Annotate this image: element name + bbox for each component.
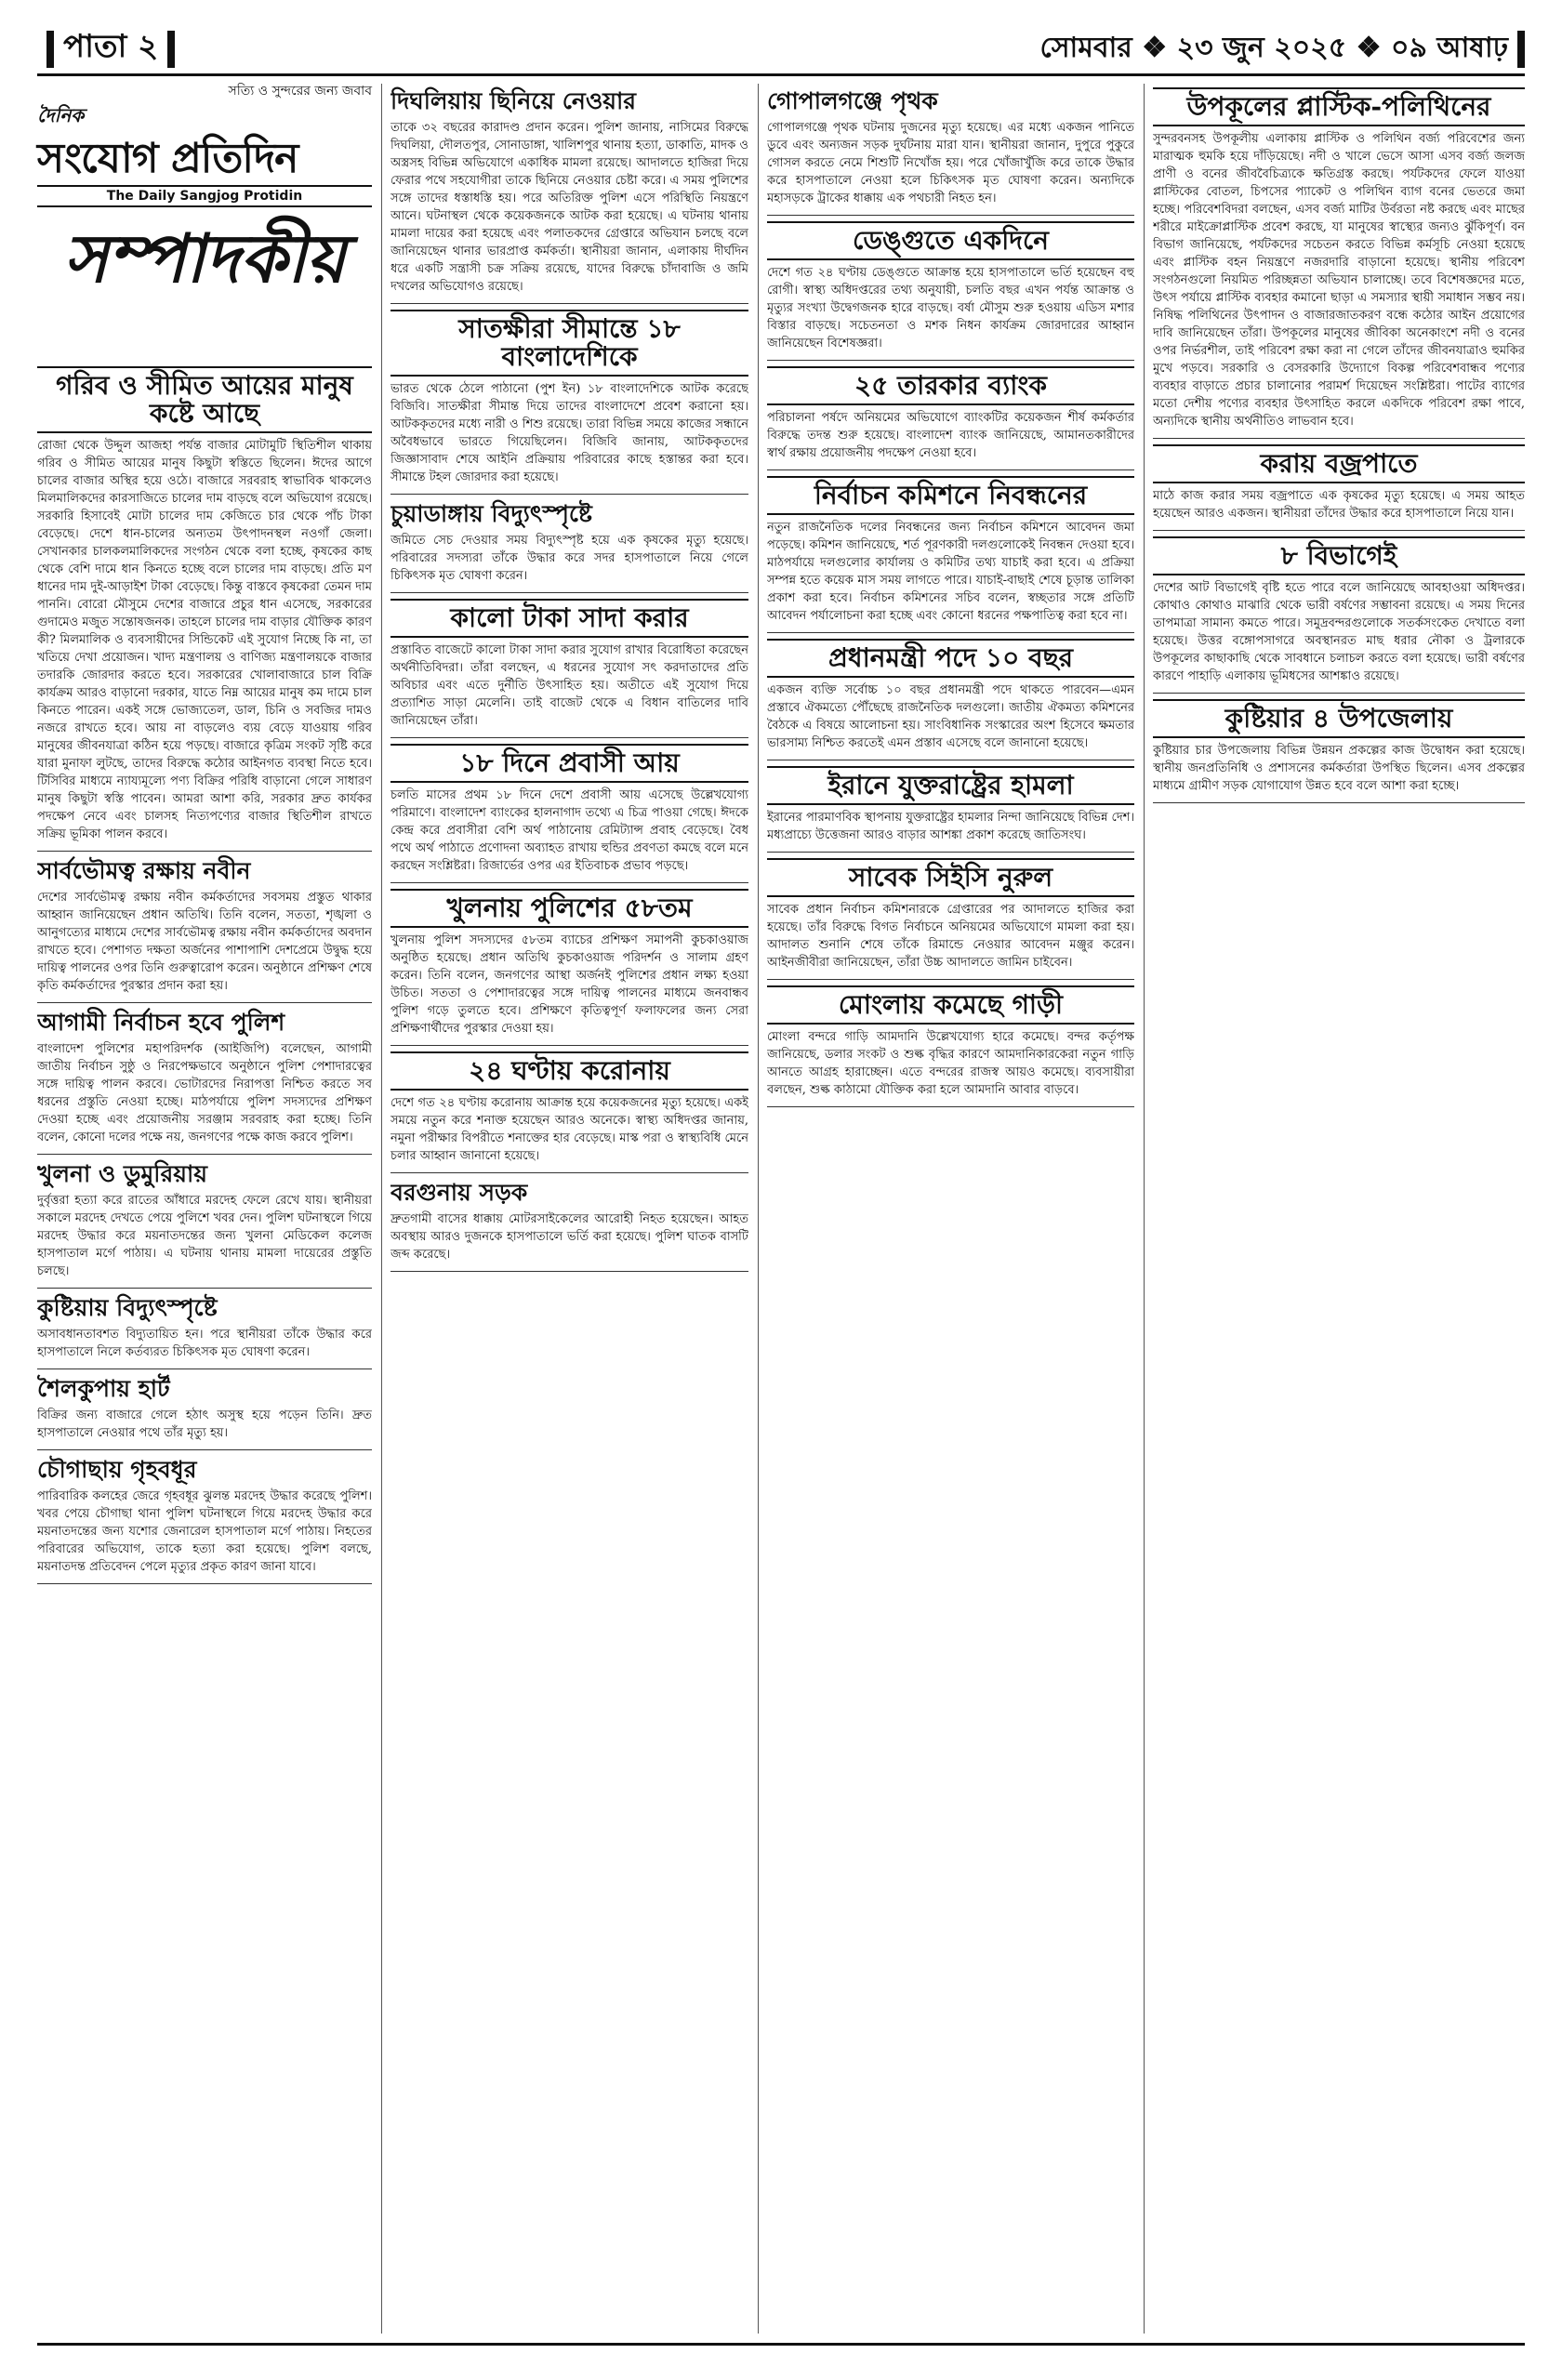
article-body: মাঠে কাজ করার সময় বজ্রপাতে এক কৃষকের মৃত্যু হয়েছে। এ সময় আহত হয়েছেন আরও একজন। স্থানীয়রা তাঁদের উদ্ধার করে হাসপাতালে নিয়ে যান। — [1153, 489, 1525, 521]
article-body: অসাবধানতাবশত বিদ্যুতায়িত হন। পরে স্থানীয়রা তাঁকে উদ্ধার করে হাসপাতালে নিলে কর্তব্যরত চিকিৎসক মৃত ঘোষণা করেন। — [37, 1328, 372, 1359]
news-article — [1153, 87, 1525, 430]
article-separator — [37, 1583, 372, 1584]
article-headline: গোপালগঞ্জে পৃথক — [767, 87, 938, 114]
article-headline: ২৫ তারকার ব্যাংক — [767, 366, 1134, 405]
news-article — [390, 500, 748, 585]
article-headline: করায় বজ্রপাতে — [1153, 444, 1525, 483]
article-body: জমিতে সেচ দেওয়ার সময় বিদ্যুৎস্পৃষ্ট হয়ে এক কৃষকের মৃত্যু হয়েছে। পরিবারের সদস্যরা তাঁকে উদ্ধার করে সদর হাসপাতালে নিয়ে গেলে চিকিৎসক মৃত ঘোষণা করেন। — [390, 534, 748, 583]
article-separator — [390, 882, 748, 883]
article-separator — [390, 592, 748, 593]
news-article — [37, 857, 372, 995]
column-1 — [37, 363, 372, 2324]
article-headline: খুলনায় পুলিশের ৫৮তম — [390, 889, 748, 928]
article-body: একজন ব্যক্তি সর্বোচ্চ ১০ বছর প্রধানমন্ত্রী পদে থাকতে পারবেন—এমন প্রস্তাবে ঐকমত্যে পৌঁছেছে রাজনৈতিক দলগুলো। জাতীয় ঐকমত্য কমিশনের বৈঠকে এ বিষয়ে আলোচনা হয়। সাংবিধানিক সংস্কারের অংশ হিসেবে ক্ষমতার ভারসাম্য নিশ্চিত করতেই এমন প্রস্তাব এসেছে বলে জানানো হয়েছে। — [767, 683, 1134, 750]
article-body: দ্রুতগামী বাসের ধাক্কায় মোটরসাইকেলের আরোহী নিহত হয়েছেন। আহত অবস্থায় আরও দুজনকে হাসপাতালে ভর্তি করা হয়েছে। পুলিশ ঘাতক বাসটি জব্দ করেছে। — [390, 1212, 748, 1262]
article-headline: আগামী নির্বাচন হবে পুলিশ — [37, 1009, 285, 1036]
article-headline: উপকূলের প্লাস্টিক-পলিথিনের — [1153, 87, 1525, 126]
page-number-label: পাতা ২ — [63, 28, 159, 65]
article-body: খুলনায় পুলিশ সদস্যদের ৫৮তম ব্যাচের প্রশিক্ষণ সমাপনী কুচকাওয়াজ অনুষ্ঠিত হয়েছে। প্রধান অতিথি কুচকাওয়াজ পরিদর্শন ও সালাম গ্রহণ করেন। তিনি বলেন, জনগণের আস্থা অর্জনই পুলিশের প্রধান লক্ষ্য হওয়া উচিত। সততা ও পেশাদারত্বের সঙ্গে দায়িত্ব পালনের মাধ্যমে জনবান্ধব পুলিশ গড়ে তুলতে হবে। প্রশিক্ষণে কৃতিত্বপূর্ণ ফলাফলের জন্য সেরা প্রশিক্ষণার্থীদের পুরস্কার দেওয়া হয়। — [390, 933, 748, 1036]
article-headline: ৮ বিভাগেই — [1153, 536, 1525, 575]
article-separator — [390, 737, 748, 738]
news-article — [37, 1456, 372, 1576]
article-body: মোংলা বন্দরে গাড়ি আমদানি উল্লেখযোগ্য হারে কমেছে। বন্দর কর্তৃপক্ষ জানিয়েছে, ডলার সংকট ও শুল্ক বৃদ্ধির কারণে আমদানিকারকেরা নতুন গাড়ি আনতে আগ্রহ হারাচ্ছেন। এতে বন্দরের রাজস্ব আয়ও কমেছে। ব্যবসায়ীরা বলছেন, শুল্ক কাঠামো যৌক্তিক করা হলে আমদানি আবার বাড়বে। — [767, 1030, 1134, 1097]
article-headline: ২৪ ঘণ্টায় করোনায় — [390, 1051, 748, 1091]
article-separator — [390, 1172, 748, 1173]
article-separator — [767, 632, 1134, 633]
article-body: চলতি মাসের প্রথম ১৮ দিনে দেশে প্রবাসী আয় এসেছে উল্লেখযোগ্য পরিমাণে। বাংলাদেশ ব্যাংকের হালনাগাদ তথ্যে এ চিত্র পাওয়া গেছে। ঈদকে কেন্দ্র করে প্রবাসীরা বেশি অর্থ পাঠানোয় রেমিট্যান্স প্রবাহ বেড়েছে। বৈধ পথে অর্থ পাঠাতে প্রণোদনা অব্যাহত রাখায় হুন্ডির প্রবণতা কমছে বলে মনে করছেন সংশ্লিষ্টরা। রিজার্ভের ওপর এর ইতিবাচক প্রভাব পড়ছে। — [390, 788, 748, 873]
article-body: ভারত থেকে ঠেলে পাঠানো (পুশ ইন) ১৮ বাংলাদেশিকে আটক করেছে বিজিবি। সাতক্ষীরা সীমান্ত দিয়ে তাদের বাংলাদেশে প্রবেশ করানো হয়। আটককৃতদের মধ্যে নারী ও শিশু রয়েছে। তারা বিভিন্ন সময়ে কাজের সন্ধানে অবৈধভাবে ভারতে গিয়েছিলেন। বিজিবি জানায়, আটককৃতদের জিজ্ঞাসাবাদ শেষে আইনি প্রক্রিয়ায় পরিবারের কাছে হস্তান্তর করা হবে। সীমান্তে টহল জোরদার করা হয়েছে। — [390, 382, 748, 484]
article-body: পারিবারিক কলহের জেরে গৃহবধূর ঝুলন্ত মরদেহ উদ্ধার করেছে পুলিশ। খবর পেয়ে চৌগাছা থানা পুলিশ ঘটনাস্থলে গিয়ে মরদেহ উদ্ধার করে ময়নাতদন্তের জন্য যশোর জেনারেল হাসপাতাল মর্গে পাঠায়। নিহতের পরিবারের অভিযোগ, তাকে হত্যা করা হয়েছে। পুলিশ বলছে, ময়নাতদন্ত প্রতিবেদন পেলে মৃত্যুর প্রকৃত কারণ জানা যাবে। — [37, 1489, 372, 1574]
news-article — [767, 858, 1134, 972]
news-article — [1153, 699, 1525, 795]
article-body: রোজা থেকে উদ্দুল আজহা পর্যন্ত বাজার মোটামুটি স্থিতিশীল থাকায় গরিব ও সীমিত আয়ের মানুষ কিছুটা স্বস্তিতে ছিলেন। ঈদের আগে চালের বাজার অস্থির হয়ে ওঠে। বাজারে সরবরাহ স্বাভাবিক থাকলেও মিলমালিকদের কারসাজিতে চালের দাম বাড়ছে বলে অভিযোগ রয়েছে। সরকারি হিসাবেই মোটা চালের দাম কেজিতে চার থেকে পাঁচ টাকা বেড়েছে। দেশে ধান-চালের অন্যতম উৎপাদনস্থল নওগাঁ জেলা। সেখানকার চালকলমালিকদের সংগঠন থেকে বলা হচ্ছে, কৃষকের কাছ থেকে বেশি দামে ধান কিনতে হচ্ছে বলে চালের দাম বাড়ছে। প্রতি মণ ধানের দাম দুই-আড়াইশ টাকা বেড়েছে। কিন্তু বাস্তবে কৃষকেরা তেমন দাম পাননি। বোরো মৌসুমে দেশের বাজারে প্রচুর ধান এসেছে, সরকারের গুদামেও মজুত সন্তোষজনক। তাহলে চালের দাম বাড়ার যৌক্তিক কারণ কী? মিলমালিক ও ব্যবসায়ীদের সিন্ডিকেট এই সুযোগ নিচ্ছে কি না, তা খতিয়ে দেখা প্রয়োজন। খাদ্য মন্ত্রণালয় ও বাণিজ্য মন্ত্রণালয়কে বাজার তদারকি জোরদার করতে হবে। সরকারের খোলাবাজারে চাল বিক্রি কার্যক্রম আরও বাড়ানো দরকার, যাতে নিম্ন আয়ের মানুষ কম দামে চাল কিনতে পারেন। একই সঙ্গে ভোজ্যতেল, ডাল, চিনি ও সবজির দামও নজরে রাখতে হবে। আয় না বাড়লেও ব্যয় বেড়ে যাওয়ায় গরিব মানুষের জীবনযাত্রা কঠিন হয়ে পড়ছে। বাজারে কৃত্রিম সংকট সৃষ্টি করে যারা মুনাফা লুটছে, তাদের বিরুদ্ধে কঠোর আইনগত ব্যবস্থা নিতে হবে। টিসিবির মাধ্যমে ন্যায্যমূল্যে পণ্য বিক্রির পরিধি বাড়ানো গেলে সাধারণ মানুষ কিছুটা স্বস্তি পাবেন। আমরা আশা করি, সরকার দ্রুত কার্যকর পদক্ষেপ নেবে এবং চালসহ নিত্যপণ্যের বাজার স্থিতিশীল রাখতে সক্রিয় ভূমিকা পালন করবে। — [37, 439, 372, 841]
article-separator — [37, 1368, 372, 1369]
news-article — [767, 87, 1134, 207]
article-separator — [767, 1106, 1134, 1107]
article-separator — [37, 1449, 372, 1450]
news-article — [390, 889, 748, 1038]
header-bar-left — [46, 31, 54, 68]
article-headline: কুষ্টিয়ায় বিদ্যুৎস্পৃষ্টে — [37, 1294, 218, 1321]
news-article — [1153, 444, 1525, 522]
article-body: দেশের আট বিভাগেই বৃষ্টি হতে পারে বলে জানিয়েছে আবহাওয়া অধিদপ্তর। কোথাও কোথাও মাঝারি থেকে ভারী বর্ষণের সম্ভাবনা রয়েছে। এ সময় দিনের তাপমাত্রা সামান্য কমতে পারে। সমুদ্রবন্দরগুলোকে সতর্কসংকেত দেখাতে বলা হয়েছে। উত্তর বঙ্গোপসাগরে অবস্থানরত মাছ ধরার নৌকা ও ট্রলারকে উপকূলের কাছাকাছি থেকে সাবধানে চলাচল করতে বলা হয়েছে। ভারী বর্ষণের কারণে পাহাড়ি এলাকায় ভূমিধসের আশঙ্কাও রয়েছে। — [1153, 581, 1525, 683]
article-headline: দিঘলিয়ায় ছিনিয়ে নেওয়ার — [390, 87, 636, 114]
article-headline: খুলনা ও ডুমুরিয়ায় — [37, 1160, 207, 1187]
news-article — [767, 985, 1134, 1099]
article-separator — [390, 1271, 748, 1272]
article-headline: সার্বভৌমত্ব রক্ষায় নবীন — [37, 857, 251, 884]
article-headline: কুষ্টিয়ার ৪ উপজেলায় — [1153, 699, 1525, 738]
article-body: দেশে গত ২৪ ঘণ্টায় ডেঙ্গুতে আক্রান্ত হয়ে হাসপাতালে ভর্তি হয়েছেন বহু রোগী। স্বাস্থ্য অধিদপ্তরের তথ্য অনুযায়ী, চলতি বছর এখন পর্যন্ত আক্রান্ত ও মৃত্যুর সংখ্যা উদ্বেগজনক হারে বাড়ছে। বর্ষা মৌসুম শুরু হওয়ায় এডিস মশার বিস্তার বাড়ছে। সচেতনতা ও মশক নিধন কার্যক্রম জোরদারের আহ্বান জানিয়েছেন বিশেষজ্ঞরা। — [767, 266, 1134, 350]
article-body: তাকে ৩২ বছরের কারাদণ্ড প্রদান করেন। পুলিশ জানায়, নাসিমের বিরুদ্ধে দিঘলিয়া, দৌলতপুর, সোনাডাঙ্গা, খালিশপুর থানায় হত্যা, ডাকাতি, মাদক ও অস্ত্রসহ বিভিন্ন অভিযোগে একাধিক মামলা রয়েছে। আদালতে হাজিরা দিয়ে ফেরার পথে সহযোগীরা তাকে ছিনিয়ে নেওয়ার চেষ্টা করে। এ সময় পুলিশের সঙ্গে তাদের ধস্তাধস্তি হয়। পরে অতিরিক্ত পুলিশ এসে পরিস্থিতি নিয়ন্ত্রণে আনে। ঘটনাস্থল থেকে কয়েকজনকে আটক করা হয়েছে। এ ঘটনায় থানায় মামলা দায়ের করা হয়েছে এবং পলাতকদের গ্রেপ্তারে অভিযান চলছে বলে জানিয়েছেন থানার ভারপ্রাপ্ত কর্মকর্তা। স্থানীয়রা জানান, এলাকায় দীর্ঘদিন ধরে একটি সন্ত্রাসী চক্র সক্রিয় রয়েছে, যাদের বিরুদ্ধে চাঁদাবাজি ও জমি দখলের অভিযোগও রয়েছে। — [390, 121, 748, 294]
issue-date — [1040, 25, 1525, 73]
newspaper-name-english: The Daily Sangjog Protidin — [37, 185, 372, 207]
article-separator — [37, 851, 372, 852]
article-headline: গরিব ও সীমিত আয়ের মানুষ কষ্টে আছে — [37, 366, 372, 433]
news-article — [767, 366, 1134, 462]
article-body: গোপালগঞ্জে পৃথক ঘটনায় দুজনের মৃত্যু হয়েছে। এর মধ্যে একজন পানিতে ডুবে এবং অন্যজন সড়ক দুর্ঘটনায় মারা যান। স্থানীয়রা জানান, দুপুরে পুকুরে গোসল করতে নেমে শিশুটি নিখোঁজ হয়। পরে খোঁজাখুঁজি করে তাকে উদ্ধার করে হাসপাতালে নেওয়া হলে চিকিৎসক মৃত ঘোষণা করেন। অন্যদিকে মহাসড়কে ট্রাকের ধাক্কায় এক পথচারী নিহত হন। — [767, 121, 1134, 205]
article-headline: প্রধানমন্ত্রী পদে ১০ বছর — [767, 639, 1134, 678]
article-separator — [390, 1045, 748, 1046]
article-separator — [1153, 802, 1525, 803]
article-headline: ডেঙ্গুতে একদিনে — [767, 221, 1134, 260]
news-article — [37, 1294, 372, 1361]
article-body: দেশে গত ২৪ ঘণ্টায় করোনায় আক্রান্ত হয়ে কয়েকজনের মৃত্যু হয়েছে। একই সময়ে নতুন করে শনাক্ত হয়েছেন আরও অনেকে। স্বাস্থ্য অধিদপ্তর জানায়, নমুনা পরীক্ষার বিপরীতে শনাক্তের হার বেড়েছে। মাস্ক পরা ও স্বাস্থ্যবিধি মেনে চলার আহ্বান জানানো হয়েছে। — [390, 1096, 748, 1163]
date-bar — [1517, 31, 1525, 68]
article-headline: বরগুনায় সড়ক — [390, 1179, 528, 1206]
article-headline: সাতক্ষীরা সীমান্তে ১৮ বাংলাদেশিকে — [390, 310, 748, 377]
column-4 — [1153, 84, 1525, 2324]
article-body: বাংলাদেশ পুলিশের মহাপরিদর্শক (আইজিপি) বলেছেন, আগামী জাতীয় নির্বাচন সুষ্ঠু ও নিরপেক্ষভাবে অনুষ্ঠানে পুলিশ পেশাদারত্বের সঙ্গে দায়িত্ব পালন করবে। ভোটারদের নিরাপত্তা নিশ্চিত করতে সব ধরনের প্রস্তুতি নেওয়া হচ্ছে। মাঠপর্যায়ে পুলিশ সদস্যদের প্রশিক্ষণ দেওয়া হচ্ছে এবং প্রয়োজনীয় সরঞ্জাম সরবরাহ করা হচ্ছে। তিনি বলেন, কোনো দলের পক্ষে নয়, জনগণের পক্ষে কাজ করবে পুলিশ। — [37, 1042, 372, 1144]
article-separator — [767, 215, 1134, 216]
editorial-section-title: সম্পাদকীয় — [63, 218, 346, 298]
column-divider — [758, 84, 759, 2334]
article-separator — [1153, 438, 1525, 439]
news-article — [390, 87, 748, 296]
article-headline: কালো টাকা সাদা করার — [390, 599, 748, 638]
article-separator — [37, 1288, 372, 1289]
masthead — [37, 80, 372, 359]
article-separator — [390, 303, 748, 304]
article-headline: চুয়াডাঙ্গায় বিদ্যুৎস্পৃষ্টে — [390, 500, 592, 527]
page-footer-rule — [37, 2343, 1525, 2346]
news-article — [37, 366, 372, 843]
article-headline: ১৮ দিনে প্রবাসী আয় — [390, 744, 748, 783]
news-article — [390, 744, 748, 875]
article-headline: নির্বাচন কমিশনে নিবন্ধনের — [767, 476, 1134, 515]
article-body: সাবেক প্রধান নির্বাচন কমিশনারকে গ্রেপ্তারের পর আদালতে হাজির করা হয়েছে। তাঁর বিরুদ্ধে বিগত নির্বাচনে অনিয়মের অভিযোগে মামলা করা হয়। আদালত শুনানি শেষে তাঁকে রিমান্ডে নেওয়ার আবেদন মঞ্জুর করেন। আইনজীবীরা জানিয়েছেন, তাঁরা উচ্চ আদালতে জামিন চাইবেন। — [767, 903, 1134, 970]
article-separator — [767, 360, 1134, 361]
page-number — [37, 22, 184, 75]
article-separator — [767, 979, 1134, 980]
article-separator — [37, 1154, 372, 1155]
news-article — [390, 1179, 748, 1263]
article-body: দেশের সার্বভৌমত্ব রক্ষায় নবীন কর্মকর্তাদের সবসময় প্রস্তুত থাকার আহ্বান জানিয়েছেন প্রধান অতিথি। তিনি বলেন, সততা, শৃঙ্খলা ও আনুগত্যের মাধ্যমে দেশের সার্বভৌমত্ব রক্ষায় নবীন কর্মকর্তাদের অবদান রাখতে হবে। পেশাগত দক্ষতা অর্জনের পাশাপাশি দেশপ্রেমে উদ্বুদ্ধ হয়ে দায়িত্ব পালনের ওপর তিনি গুরুত্বারোপ করেন। অনুষ্ঠানে প্রশিক্ষণ শেষে কৃতি কর্মকর্তাদের পুরস্কার প্রদান করা হয়। — [37, 891, 372, 993]
article-body: বিক্রির জন্য বাজারে গেলে হঠাৎ অসুস্থ হয়ে পড়েন তিনি। দ্রুত হাসপাতালে নেওয়ার পথে তাঁর মৃত্যু হয়। — [37, 1408, 372, 1440]
article-body: পরিচালনা পর্ষদে অনিয়মের অভিযোগে ব্যাংকটির কয়েকজন শীর্ষ কর্মকর্তার বিরুদ্ধে তদন্ত শুরু হয়েছে। বাংলাদেশ ব্যাংক জানিয়েছে, আমানতকারীদের স্বার্থ রক্ষায় প্রয়োজনীয় পদক্ষেপ নেওয়া হবে। — [767, 411, 1134, 460]
column-divider — [381, 84, 382, 2334]
article-body: কুষ্টিয়ার চার উপজেলায় বিভিন্ন উন্নয়ন প্রকল্পের কাজ উদ্বোধন করা হয়েছে। স্থানীয় জনপ্রতিনিধি ও প্রশাসনের কর্মকর্তারা উপস্থিত ছিলেন। এসব প্রকল্পের মাধ্যমে গ্রামীণ সড়ক যোগাযোগ উন্নত হবে বলে আশা করা হচ্ছে। — [1153, 744, 1525, 793]
column-divider — [1144, 84, 1145, 2334]
news-article — [37, 1375, 372, 1442]
page-header — [37, 24, 1525, 76]
news-article — [390, 599, 748, 730]
article-body: সুন্দরবনসহ উপকূলীয় এলাকায় প্লাস্টিক ও পলিথিন বর্জ্য পরিবেশের জন্য মারাত্মক হুমকি হয়ে দাঁড়িয়েছে। নদী ও খালে ভেসে আসা এসব বর্জ্য জলজ প্রাণী ও বনের জীববৈচিত্র্যকে ক্ষতিগ্রস্ত করছে। পর্যটকদের ফেলে যাওয়া প্লাস্টিকের বোতল, চিপসের প্যাকেট ও পলিথিন ব্যাগ বনের ভেতরে জমা হচ্ছে। পরিবেশবিদরা বলছেন, এসব বর্জ্য মাটির উর্বরতা নষ্ট করছে এবং মাছের শরীরে মাইক্রোপ্লাস্টিক প্রবেশ করছে, যা মানুষের স্বাস্থ্যের জন্যও ঝুঁকিপূর্ণ। বন বিভাগ জানিয়েছে, পর্যটকদের সচেতন করতে বিভিন্ন কর্মসূচি নেওয়া হয়েছে এবং প্লাস্টিক বহন নিয়ন্ত্রণে নজরদারি বাড়ানো হয়েছে। স্থানীয় পরিবেশ সংগঠনগুলো নিয়মিত পরিচ্ছন্নতা অভিযান চালাচ্ছে। তবে বিশেষজ্ঞদের মতে, উৎস পর্যায়ে প্লাস্টিক ব্যবহার কমানো ছাড়া এ সমস্যার স্থায়ী সমাধান সম্ভব নয়। নিষিদ্ধ পলিথিনের উৎপাদন ও বাজারজাতকরণ বন্ধে কঠোর আইন প্রয়োগের দাবি জানিয়েছেন তাঁরা। উপকূলের মানুষের জীবিকা অনেকাংশে নদী ও বনের ওপর নির্ভরশীল, তাই পরিবেশ রক্ষা করা না গেলে তাঁদের জীবনযাত্রাও হুমকির মুখে পড়বে। সরকারি ও বেসরকারি উদ্যোগে বিকল্প পরিবেশবান্ধব পণ্যের ব্যবহার বাড়াতে প্রচার চালানোর পরামর্শ দিয়েছেন সংশ্লিষ্টরা। পাটের ব্যাগের মতো দেশীয় পণ্যের ব্যবহার উৎসাহিত করলে একদিকে পরিবেশ রক্ষা পাবে, অন্যদিকে স্থানীয় অর্থনীতিও লাভবান হবে। — [1153, 132, 1525, 429]
article-body: দুর্বৃত্তরা হত্যা করে রাতের আঁধারে মরদেহ ফেলে রেখে যায়। স্থানীয়রা সকালে মরদেহ দেখতে পেয়ে পুলিশে খবর দেন। পুলিশ ঘটনাস্থলে গিয়ে মরদেহ উদ্ধার করে ময়নাতদন্তের জন্য খুলনা মেডিকেল কলেজ হাসপাতাল মর্গে পাঠায়। এ ঘটনায় থানায় মামলা দায়েরের প্রস্তুতি চলছে। — [37, 1194, 372, 1278]
article-separator — [1153, 693, 1525, 694]
news-article — [767, 639, 1134, 752]
article-separator — [767, 852, 1134, 853]
article-headline: চৌগাছায় গৃহবধূর — [37, 1456, 197, 1483]
article-separator — [37, 1002, 372, 1003]
news-article — [767, 476, 1134, 625]
news-article — [390, 1051, 748, 1165]
header-bar-right — [167, 31, 175, 68]
article-headline: ইরানে যুক্তরাষ্ট্রের হামলা — [767, 766, 1134, 805]
article-body: ইরানের পারমাণবিক স্থাপনায় যুক্তরাষ্ট্রের হামলার নিন্দা জানিয়েছে বিভিন্ন দেশ। মধ্যপ্রাচ্যে উত্তেজনা আরও বাড়ার আশঙ্কা প্রকাশ করেছে জাতিসংঘ। — [767, 811, 1134, 842]
article-separator — [1153, 530, 1525, 531]
news-article — [767, 766, 1134, 844]
news-article — [37, 1160, 372, 1280]
article-headline: মোংলায় কমেছে গাড়ী — [767, 985, 1134, 1025]
news-article — [37, 1009, 372, 1146]
article-headline: শৈলকুপায় হার্ট — [37, 1375, 170, 1402]
masthead-tagline: সত্যি ও সুন্দরের জন্য জবাব — [228, 84, 372, 99]
article-body: নতুন রাজনৈতিক দলের নিবন্ধনের জন্য নির্বাচন কমিশনে আবেদন জমা পড়েছে। কমিশন জানিয়েছে, শর্ত পূরণকারী দলগুলোকেই নিবন্ধন দেওয়া হবে। মাঠপর্যায়ে দলগুলোর কার্যালয় ও কমিটির তথ্য যাচাই করা হবে। এ প্রক্রিয়া সম্পন্ন হতে কয়েক মাস সময় লাগতে পারে। যাচাই-বাছাই শেষে চূড়ান্ত তালিকা প্রকাশ করা হবে। নির্বাচন কমিশনের সচিব বলেন, স্বচ্ছতার সঙ্গে প্রতিটি আবেদন পর্যালোচনা করা হচ্ছে এবং কোনো ধরনের পক্ষপাতিত্ব করা হবে না। — [767, 521, 1134, 623]
news-article — [390, 310, 748, 486]
article-body: প্রস্তাবিত বাজেটে কালো টাকা সাদা করার সুযোগ রাখার বিরোধিতা করেছেন অর্থনীতিবিদরা। তাঁরা বলছেন, এ ধরনের সুযোগ সৎ করদাতাদের প্রতি অবিচার এবং এতে দুর্নীতি উৎসাহিত হয়। অতীতে এই সুযোগ দিয়ে প্রত্যাশিত সাড়া মেলেনি। তাই বাজেট থেকে এ বিধান বাতিলের দাবি জানিয়েছেন তাঁরা। — [390, 643, 748, 728]
column-3 — [767, 84, 1134, 2324]
issue-date-label: সোমবার ❖ ২৩ জুন ২০২৫ ❖ ০৯ আষাঢ় — [1039, 32, 1508, 64]
article-separator — [767, 469, 1134, 470]
masthead-daily: দৈনিক — [37, 104, 85, 126]
column-2 — [390, 84, 748, 2324]
article-separator — [390, 494, 748, 495]
article-headline: সাবেক সিইসি নুরুল — [767, 858, 1134, 897]
news-article — [767, 221, 1134, 352]
newspaper-name: সংযোগ প্রতিদিন — [37, 135, 298, 182]
news-article — [1153, 536, 1525, 685]
